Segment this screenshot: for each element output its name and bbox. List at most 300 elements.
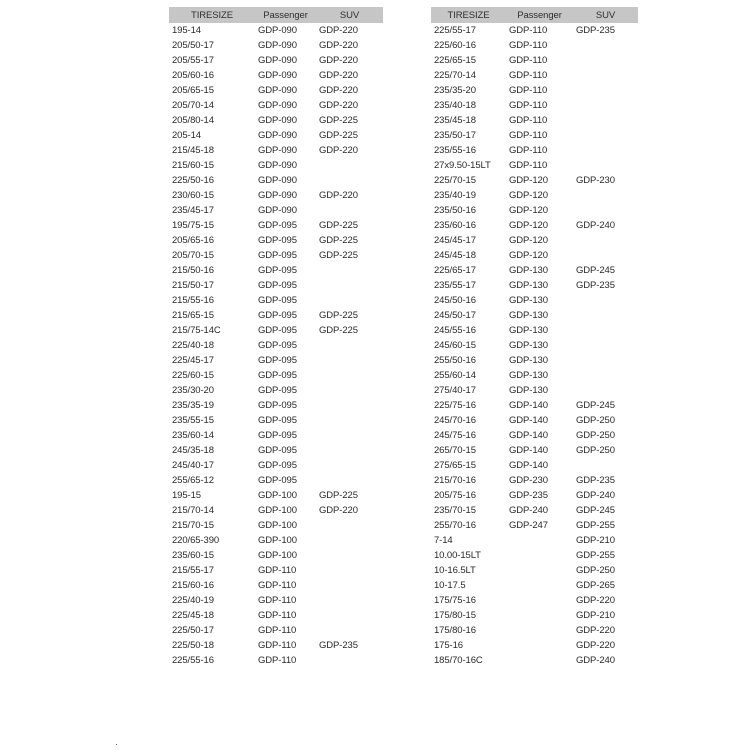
cell-tiresize: 215/55-17 xyxy=(172,565,214,576)
table-row xyxy=(169,263,383,278)
cell-tiresize: 225/40-18 xyxy=(172,340,214,351)
cell-passenger: GDP-110 xyxy=(509,70,548,81)
table-row xyxy=(431,263,638,278)
table-row xyxy=(431,128,638,143)
cell-tiresize: 230/60-15 xyxy=(172,190,214,201)
cell-passenger: GDP-100 xyxy=(258,505,297,516)
cell-passenger: GDP-100 xyxy=(258,535,297,546)
cell-tiresize: 205/65-15 xyxy=(172,85,214,96)
table-header-row xyxy=(431,7,638,23)
table-row xyxy=(169,383,383,398)
cell-passenger: GDP-095 xyxy=(258,355,297,366)
cell-passenger: GDP-120 xyxy=(509,190,548,201)
table-row xyxy=(169,653,383,668)
cell-passenger: GDP-095 xyxy=(258,385,297,396)
table-row xyxy=(431,203,638,218)
cell-suv xyxy=(573,98,638,113)
cell-suv xyxy=(573,188,638,203)
column-header-passenger: Passenger xyxy=(506,7,573,23)
cell-passenger xyxy=(506,608,573,623)
table-header-row xyxy=(169,7,383,23)
cell-tiresize: 235/70-15 xyxy=(434,505,476,516)
cell-tiresize: 215/60-16 xyxy=(172,580,214,591)
cell-passenger: GDP-090 xyxy=(258,160,297,171)
cell-suv: GDP-235 xyxy=(319,640,358,651)
cell-suv: GDP-225 xyxy=(319,250,358,261)
cell-suv: GDP-225 xyxy=(319,325,358,336)
cell-passenger: GDP-110 xyxy=(509,130,548,141)
cell-suv xyxy=(573,128,638,143)
table-row xyxy=(431,83,638,98)
table-row xyxy=(169,188,383,203)
table-row xyxy=(169,23,383,38)
cell-tiresize: 225/60-15 xyxy=(172,370,214,381)
cell-passenger: GDP-090 xyxy=(258,175,297,186)
cell-passenger: GDP-090 xyxy=(258,190,297,201)
table-row xyxy=(169,218,383,233)
table-row xyxy=(431,398,638,413)
cell-tiresize: 235/60-15 xyxy=(172,550,214,561)
cell-tiresize: 245/55-16 xyxy=(434,325,476,336)
cell-suv: GDP-235 xyxy=(576,280,615,291)
cell-tiresize: 195-14 xyxy=(172,25,201,36)
cell-tiresize: 10.00-15LT xyxy=(434,550,481,561)
cell-tiresize: 205/75-16 xyxy=(434,490,476,501)
cell-tiresize: 235/45-18 xyxy=(434,115,476,126)
cell-suv xyxy=(316,443,383,458)
cell-passenger xyxy=(506,548,573,563)
cell-tiresize: 235/30-20 xyxy=(172,385,214,396)
cell-tiresize: 275/40-17 xyxy=(434,385,476,396)
cell-passenger: GDP-090 xyxy=(258,55,297,66)
cell-tiresize: 225/50-16 xyxy=(172,175,214,186)
cell-suv: GDP-225 xyxy=(319,235,358,246)
table-row xyxy=(431,578,638,593)
cell-passenger: GDP-130 xyxy=(509,280,548,291)
cell-passenger: GDP-120 xyxy=(509,250,548,261)
cell-passenger: GDP-100 xyxy=(258,520,297,531)
table-row xyxy=(169,638,383,653)
table-row xyxy=(431,323,638,338)
cell-suv xyxy=(573,248,638,263)
cell-passenger: GDP-090 xyxy=(258,205,297,216)
cell-passenger: GDP-090 xyxy=(258,145,297,156)
table-row xyxy=(169,83,383,98)
cell-passenger: GDP-090 xyxy=(258,70,297,81)
table-row xyxy=(431,68,638,83)
cell-suv: GDP-245 xyxy=(576,400,615,411)
cell-tiresize: 235/55-15 xyxy=(172,415,214,426)
cell-suv xyxy=(316,653,383,668)
cell-passenger: GDP-095 xyxy=(258,235,297,246)
table-row xyxy=(431,113,638,128)
cell-tiresize: 175/75-16 xyxy=(434,595,476,606)
cell-passenger: GDP-095 xyxy=(258,220,297,231)
cell-tiresize: 235/35-19 xyxy=(172,400,214,411)
table-row xyxy=(169,143,383,158)
table-row xyxy=(169,548,383,563)
table-row xyxy=(169,113,383,128)
table-row xyxy=(169,368,383,383)
cell-tiresize: 235/50-16 xyxy=(434,205,476,216)
cell-passenger: GDP-095 xyxy=(258,340,297,351)
cell-suv xyxy=(573,308,638,323)
cell-suv xyxy=(316,458,383,473)
cell-passenger: GDP-120 xyxy=(509,220,548,231)
cell-tiresize: 215/70-16 xyxy=(434,475,476,486)
cell-passenger: GDP-100 xyxy=(258,490,297,501)
cell-suv: GDP-210 xyxy=(576,535,615,546)
cell-tiresize: 225/65-15 xyxy=(434,55,476,66)
cell-passenger: GDP-110 xyxy=(258,640,297,651)
cell-passenger: GDP-110 xyxy=(509,100,548,111)
table-row xyxy=(431,503,638,518)
cell-suv xyxy=(316,578,383,593)
table-row xyxy=(169,98,383,113)
cell-passenger xyxy=(506,533,573,548)
table-row xyxy=(431,188,638,203)
table-row xyxy=(169,173,383,188)
table-row xyxy=(169,278,383,293)
table-row xyxy=(169,233,383,248)
column-header-passenger: Passenger xyxy=(255,7,316,23)
cell-tiresize: 205/70-15 xyxy=(172,250,214,261)
cell-suv xyxy=(573,233,638,248)
table-row xyxy=(169,503,383,518)
cell-tiresize: 175-16 xyxy=(434,640,463,651)
cell-tiresize: 205/80-14 xyxy=(172,115,214,126)
cell-passenger: GDP-095 xyxy=(258,310,297,321)
table-row xyxy=(431,428,638,443)
table-row xyxy=(431,458,638,473)
cell-suv xyxy=(316,398,383,413)
cell-suv xyxy=(573,113,638,128)
cell-tiresize: 235/55-17 xyxy=(434,280,476,291)
cell-tiresize: 235/50-17 xyxy=(434,130,476,141)
table-row xyxy=(169,458,383,473)
cell-suv xyxy=(316,278,383,293)
table-row xyxy=(431,533,638,548)
cell-suv: GDP-225 xyxy=(319,310,358,321)
cell-passenger: GDP-130 xyxy=(509,340,548,351)
cell-passenger: GDP-140 xyxy=(509,460,548,471)
cell-suv xyxy=(573,143,638,158)
table-row xyxy=(431,383,638,398)
cell-suv: GDP-220 xyxy=(319,505,358,516)
cell-suv: GDP-220 xyxy=(319,40,358,51)
cell-tiresize: 235/40-18 xyxy=(434,100,476,111)
table-row xyxy=(169,428,383,443)
cell-suv xyxy=(316,383,383,398)
cell-passenger: GDP-110 xyxy=(509,40,548,51)
column-header-tiresize: TIRESIZE xyxy=(169,7,255,23)
table-row xyxy=(431,563,638,578)
cell-tiresize: 205/65-16 xyxy=(172,235,214,246)
table-row xyxy=(169,398,383,413)
cell-tiresize: 205/50-17 xyxy=(172,40,214,51)
cell-passenger: GDP-110 xyxy=(258,655,297,666)
cell-suv: GDP-220 xyxy=(319,100,358,111)
cell-suv xyxy=(316,158,383,173)
cell-suv: GDP-220 xyxy=(319,70,358,81)
table-row xyxy=(431,218,638,233)
cell-tiresize: 245/60-15 xyxy=(434,340,476,351)
cell-passenger: GDP-247 xyxy=(509,520,548,531)
cell-suv xyxy=(573,338,638,353)
cell-passenger: GDP-235 xyxy=(509,490,548,501)
cell-suv xyxy=(573,368,638,383)
cell-passenger: GDP-095 xyxy=(258,460,297,471)
cell-passenger: GDP-090 xyxy=(258,25,297,36)
cell-passenger: GDP-110 xyxy=(509,145,548,156)
cell-tiresize: 225/55-17 xyxy=(434,25,476,36)
cell-passenger xyxy=(506,653,573,668)
cell-tiresize: 225/45-17 xyxy=(172,355,214,366)
cell-passenger xyxy=(506,593,573,608)
cell-suv: GDP-235 xyxy=(576,25,615,36)
table-row xyxy=(169,338,383,353)
cell-suv xyxy=(316,263,383,278)
cell-passenger: GDP-130 xyxy=(509,310,548,321)
cell-passenger: GDP-095 xyxy=(258,325,297,336)
table-row xyxy=(169,128,383,143)
table-row xyxy=(431,158,638,173)
cell-passenger: GDP-140 xyxy=(509,415,548,426)
tire-table-right xyxy=(431,7,638,668)
cell-tiresize: 225/65-17 xyxy=(434,265,476,276)
cell-tiresize: 205/55-17 xyxy=(172,55,214,66)
cell-suv xyxy=(573,68,638,83)
cell-tiresize: 255/50-16 xyxy=(434,355,476,366)
tire-table-left xyxy=(169,7,383,668)
cell-suv: GDP-245 xyxy=(576,505,615,516)
table-row xyxy=(431,488,638,503)
cell-tiresize: 205/60-16 xyxy=(172,70,214,81)
table-row xyxy=(169,578,383,593)
cell-suv xyxy=(316,203,383,218)
cell-passenger: GDP-130 xyxy=(509,295,548,306)
cell-suv: GDP-210 xyxy=(576,610,615,621)
cell-tiresize: 215/60-15 xyxy=(172,160,214,171)
cell-suv xyxy=(316,428,383,443)
cell-tiresize: 275/65-15 xyxy=(434,460,476,471)
table-row xyxy=(169,533,383,548)
cell-tiresize: 215/65-15 xyxy=(172,310,214,321)
cell-tiresize: 255/70-16 xyxy=(434,520,476,531)
cell-passenger: GDP-095 xyxy=(258,370,297,381)
cell-tiresize: 215/70-15 xyxy=(172,520,214,531)
table-row xyxy=(431,368,638,383)
cell-suv xyxy=(316,563,383,578)
cell-tiresize: 220/65-390 xyxy=(172,535,220,546)
table-row xyxy=(169,203,383,218)
table-row xyxy=(431,278,638,293)
cell-suv: GDP-230 xyxy=(576,175,615,186)
cell-tiresize: 265/70-15 xyxy=(434,445,476,456)
cell-passenger: GDP-095 xyxy=(258,250,297,261)
cell-passenger: GDP-120 xyxy=(509,175,548,186)
cell-passenger: GDP-095 xyxy=(258,280,297,291)
cell-suv: GDP-220 xyxy=(319,55,358,66)
cell-passenger: GDP-110 xyxy=(258,610,297,621)
cell-tiresize: 235/60-14 xyxy=(172,430,214,441)
cell-suv: GDP-255 xyxy=(576,550,615,561)
cell-suv xyxy=(573,83,638,98)
table-row xyxy=(169,473,383,488)
cell-passenger: GDP-110 xyxy=(509,25,548,36)
table-row xyxy=(169,293,383,308)
table-row xyxy=(169,158,383,173)
cell-suv xyxy=(573,53,638,68)
cell-passenger: GDP-095 xyxy=(258,430,297,441)
cell-suv xyxy=(316,368,383,383)
table-row xyxy=(431,608,638,623)
cell-suv: GDP-250 xyxy=(576,565,615,576)
cell-suv xyxy=(573,158,638,173)
cell-suv xyxy=(316,593,383,608)
table-row xyxy=(169,308,383,323)
cell-suv: GDP-265 xyxy=(576,580,615,591)
cell-passenger xyxy=(506,623,573,638)
table-row xyxy=(431,293,638,308)
cell-tiresize: 245/70-16 xyxy=(434,415,476,426)
cell-suv xyxy=(316,338,383,353)
cell-suv: GDP-220 xyxy=(576,640,615,651)
cell-suv: GDP-250 xyxy=(576,430,615,441)
cell-suv: GDP-250 xyxy=(576,445,615,456)
cell-suv xyxy=(573,203,638,218)
cell-suv: GDP-220 xyxy=(319,25,358,36)
cell-suv xyxy=(316,518,383,533)
cell-tiresize: 235/55-16 xyxy=(434,145,476,156)
cell-tiresize: 245/50-17 xyxy=(434,310,476,321)
cell-tiresize: 255/65-12 xyxy=(172,475,214,486)
cell-suv xyxy=(316,173,383,188)
cell-suv xyxy=(573,323,638,338)
cell-passenger: GDP-090 xyxy=(258,100,297,111)
table-row xyxy=(431,98,638,113)
cell-suv xyxy=(316,533,383,548)
cell-passenger: GDP-110 xyxy=(258,580,297,591)
table-row xyxy=(169,563,383,578)
cell-tiresize: 245/45-18 xyxy=(434,250,476,261)
cell-suv: GDP-240 xyxy=(576,655,615,666)
table-row xyxy=(169,443,383,458)
cell-tiresize: 225/75-16 xyxy=(434,400,476,411)
cell-tiresize: 245/75-16 xyxy=(434,430,476,441)
cell-tiresize: 235/60-16 xyxy=(434,220,476,231)
table-row xyxy=(169,623,383,638)
cell-suv: GDP-255 xyxy=(576,520,615,531)
cell-passenger: GDP-130 xyxy=(509,265,548,276)
cell-tiresize: 195/75-15 xyxy=(172,220,214,231)
cell-suv xyxy=(316,608,383,623)
cell-passenger: GDP-095 xyxy=(258,400,297,411)
cell-passenger: GDP-090 xyxy=(258,115,297,126)
cell-suv: GDP-240 xyxy=(576,490,615,501)
cell-passenger: GDP-140 xyxy=(509,445,548,456)
table-row xyxy=(431,518,638,533)
table-row xyxy=(431,53,638,68)
table-row xyxy=(431,638,638,653)
table-row xyxy=(169,518,383,533)
cell-tiresize: 185/70-16C xyxy=(434,655,483,666)
cell-suv: GDP-220 xyxy=(319,190,358,201)
cell-suv: GDP-220 xyxy=(576,595,615,606)
cell-tiresize: 235/45-17 xyxy=(172,205,214,216)
cell-passenger: GDP-240 xyxy=(509,505,548,516)
cell-passenger: GDP-090 xyxy=(258,85,297,96)
cell-tiresize: 245/45-17 xyxy=(434,235,476,246)
cell-tiresize: 27x9.50-15LT xyxy=(434,160,491,171)
cell-tiresize: 205-14 xyxy=(172,130,201,141)
table-row xyxy=(431,233,638,248)
table-row xyxy=(169,413,383,428)
cell-suv xyxy=(316,293,383,308)
cell-passenger: GDP-130 xyxy=(509,385,548,396)
cell-suv: GDP-225 xyxy=(319,490,358,501)
cell-tiresize: 225/50-17 xyxy=(172,625,214,636)
cell-tiresize: 215/75-14C xyxy=(172,325,221,336)
cell-passenger: GDP-095 xyxy=(258,265,297,276)
table-row xyxy=(431,593,638,608)
cell-suv xyxy=(573,293,638,308)
table-row xyxy=(431,143,638,158)
cell-suv xyxy=(573,353,638,368)
table-row xyxy=(431,338,638,353)
cell-passenger: GDP-110 xyxy=(509,85,548,96)
cell-tiresize: 225/40-19 xyxy=(172,595,214,606)
table-row xyxy=(169,68,383,83)
cell-suv xyxy=(316,473,383,488)
table-row xyxy=(431,443,638,458)
cell-passenger xyxy=(506,638,573,653)
table-row xyxy=(431,653,638,668)
cell-tiresize: 175/80-15 xyxy=(434,610,476,621)
cell-suv: GDP-225 xyxy=(319,130,358,141)
cell-suv xyxy=(573,38,638,53)
cell-tiresize: 215/55-16 xyxy=(172,295,214,306)
cell-passenger: GDP-110 xyxy=(509,160,548,171)
cell-suv: GDP-220 xyxy=(576,625,615,636)
cell-tiresize: 205/70-14 xyxy=(172,100,214,111)
cell-suv xyxy=(316,353,383,368)
cell-suv: GDP-225 xyxy=(319,220,358,231)
table-row xyxy=(169,38,383,53)
table-row xyxy=(169,53,383,68)
cell-tiresize: 245/50-16 xyxy=(434,295,476,306)
cell-tiresize: 235/35-20 xyxy=(434,85,476,96)
column-header-tiresize: TIRESIZE xyxy=(431,7,506,23)
table-row xyxy=(431,308,638,323)
table-row xyxy=(169,608,383,623)
cell-tiresize: 245/35-18 xyxy=(172,445,214,456)
table-row xyxy=(169,488,383,503)
table-row xyxy=(169,593,383,608)
table-row xyxy=(431,473,638,488)
cell-suv: GDP-245 xyxy=(576,265,615,276)
cell-tiresize: 255/60-14 xyxy=(434,370,476,381)
cell-tiresize: 225/70-15 xyxy=(434,175,476,186)
cell-passenger: GDP-110 xyxy=(509,55,548,66)
cell-passenger: GDP-090 xyxy=(258,40,297,51)
table-row xyxy=(169,353,383,368)
table-row xyxy=(431,353,638,368)
cell-passenger: GDP-110 xyxy=(258,595,297,606)
cell-tiresize: 195-15 xyxy=(172,490,201,501)
cell-tiresize: 235/40-19 xyxy=(434,190,476,201)
cell-tiresize: 225/60-16 xyxy=(434,40,476,51)
